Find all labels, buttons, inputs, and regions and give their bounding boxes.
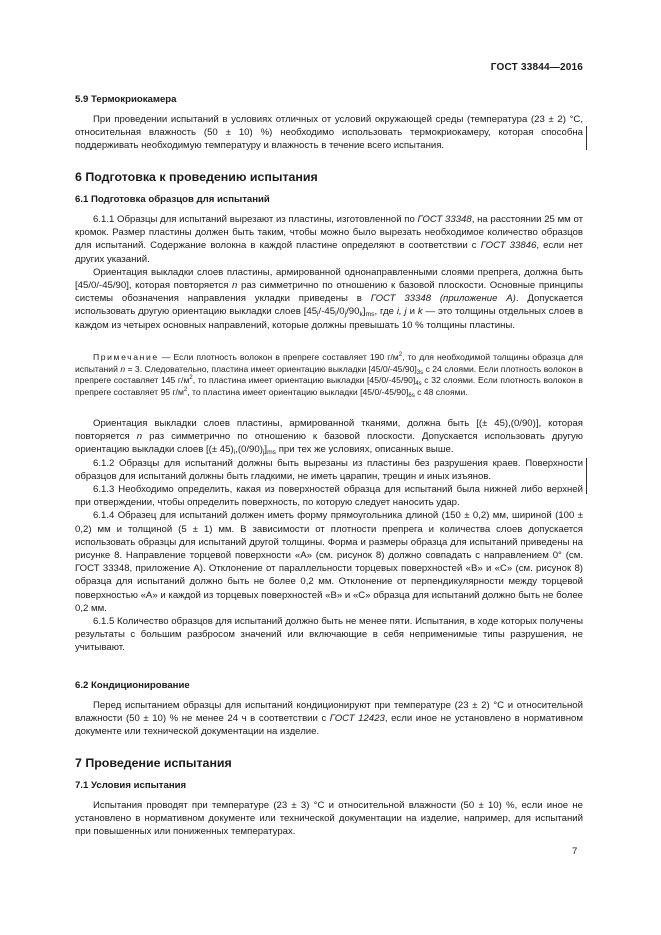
standard-header: ГОСТ 33844—2016 xyxy=(490,62,583,73)
paragraph-6-1-4: 6.1.4 Образец для испытаний должен иметь форму прямоугольника длиной (150 ± 0,2) мм, шириной (100 ± 0,2) мм и толщиной (5 ± 1) мм. В зависимости от плотности препрега и количества слоев допускается использовать образцы для испытаний другой толщины. Форма и размеры образца для испытаний приведены на рисунке 8. Направление торцевой поверхности «А» (см. рисунок 8) должно совпадать с направлением 0° (см. ГОСТ 33348, приложение А). Отклонение от параллельности торцевых поверхностей «В» и «С» (см. рисунок 8) образца для испытаний должно быть не более 0,2 мм. Отклонение от перпендикулярности между торцевой поверхностью «А» и каждой из торцевых поверхностей «В» и «С» образца для испытаний должно быть не более 0,2 мм. xyxy=(75,510,583,614)
paragraph-6-1-5: 6.1.5 Количество образцов для испытаний должно быть не менее пяти. Испытания, в ходе которых получены результаты с большим разбросом значений или включающие в себя неприменимые типы разрушения, не учитывают. xyxy=(75,616,583,654)
section-7-title: 7 Проведение испытания xyxy=(75,756,232,770)
paragraph: При проведении испытаний в условиях отличных от условий окружающей среды (температура (23 ± 2) °С, относительная влажность (50 ± 10) %) необходимо использовать термокриокамеру, которая способна поддерживать необходимую температуру и влажность в течение всего испытания. xyxy=(75,114,583,152)
change-bar xyxy=(586,126,587,150)
section-6-1-body-cont xyxy=(75,417,583,655)
section-5-9-title: 5.9 Термокриокамера xyxy=(75,94,177,105)
note-block xyxy=(75,352,583,398)
section-6-title: 6 Подготовка к проведению испытания xyxy=(75,170,318,184)
section-6-1-body xyxy=(75,213,583,332)
section-6-2-title: 6.2 Кондиционирование xyxy=(75,680,190,691)
section-7-1-title: 7.1 Условия испытания xyxy=(75,780,187,791)
paragraph-orientation: Ориентация выкладки слоев пластины, армированной однонаправленными слоями препрега, должна быть [45/0/-45/90], которая повторяется n раз симметрично по отношению к базовой плоскости. Основные принципы системы обозначения направления укладки приведены в ГОСТ 33348 (приложение А). Допускается использовать другую ориентацию выкладки слоев $[45_i/-45_i/0_j/90_k]_{ms}$, где i, j и k — это толщины отдельных слоев в каждом из четырех основных направлений, которые должны превышать 10 % толщины пластины. xyxy=(75,266,583,331)
paragraph-6-1-3: 6.1.3 Необходимо определить, какая из поверхностей образца для испытаний была нижней либо верхней при отверждении, чтобы определить поверхность, по которую следует наносить удар. xyxy=(75,484,583,509)
change-bar xyxy=(586,458,587,494)
paragraph-7-1: Испытания проводят при температуре (23 ± 3) °С и относительной влажности (50 ± 10) %, если иное не установлено в нормативном документе или технической документации на изделие, например, для испытаний при повышенных или пониженных температурах. xyxy=(75,800,583,838)
section-7-1-body xyxy=(75,799,583,839)
paragraph-fabric: Ориентация выкладки слоев пластины, армированной тканями, должна быть [(± 45),(0/90)], которая повторяется n раз симметрично по отношению к базовой плоскости. Допускается использовать другую ориентацию выкладки слоев [(± $45)_i,(0/90)_j]_{ms}$ при тех же условиях, описанных выше. xyxy=(75,418,583,457)
note-text: Примечание — Если плотность волокон в препреге составляет 190 $г/м^2$, то для необходимой толщины образца для испытаний n = 3. Следовательно, пластина имеет ориентацию выкладки $[45/0/-45/90]_{3s}$ с 24 слоями. Если плотность волокон в препреге составляет 145 $г/м^2$, то пластина имеет ориентацию выкладки $[45/0/-45/90]_{4s}$ с 32 слоями. Если плотность волокон в препреге составляет 95 $г/м^2$, то пластина имеет ориентацию выкладки $[45/0/-45/90]_{6s}$ с 48 слоями. xyxy=(75,352,583,399)
paragraph-6-1-2: 6.1.2 Образцы для испытаний должны быть вырезаны из пластины без разрушения краев. Поверхности образцов для испытаний должны быть гладкими, не иметь царапин, трещин и иных изъянов. xyxy=(75,457,583,482)
section-5-9-body xyxy=(75,113,583,153)
section-6-2-body xyxy=(75,699,583,739)
section-6-1-title: 6.1 Подготовка образцов для испытаний xyxy=(75,194,270,205)
page-number: 7 xyxy=(572,846,578,857)
paragraph-6-1-1: 6.1.1 Образцы для испытаний вырезают из пластины, изготовленной по ГОСТ 33348, на расстоянии 25 мм от кромок. Размер пластины должен быть таким, чтобы можно было вырезать необходимое количество образцов для испытаний. Содержание волокна в каждой пластине определяют в соответствии с ГОСТ 33846, если нет других указаний. xyxy=(75,214,584,265)
paragraph-6-2: Перед испытанием образцы для испытаний кондиционируют при температуре (23 ± 2) °С и относительной влажности (50 ± 10) % не менее 24 ч в соответствии с ГОСТ 12423, если иное не установлено в нормативном документе или технической документации на изделие. xyxy=(75,700,583,738)
